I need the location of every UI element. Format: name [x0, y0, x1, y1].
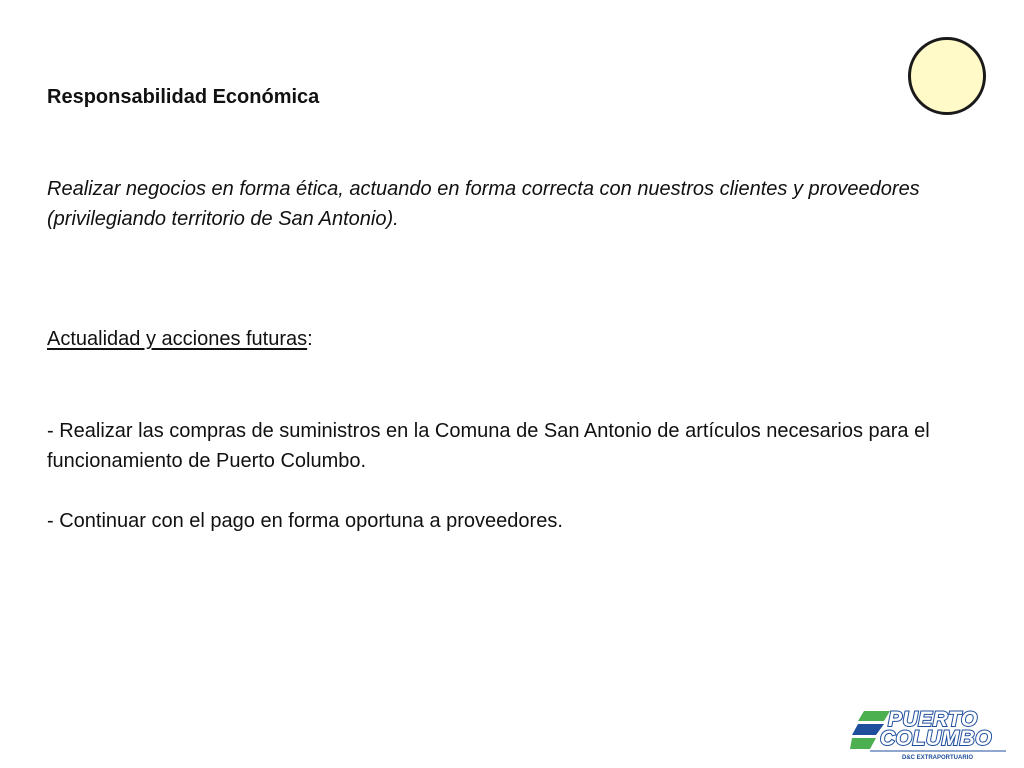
section-subheading	[47, 328, 313, 351]
decorative-circle	[908, 37, 986, 115]
section-subheading-text: Actualidad y acciones futuras	[47, 328, 308, 350]
slide-title: Responsabilidad Económica	[47, 86, 320, 108]
action-item: - Realizar las compras de suministros en la Comuna de San Antonio de artículos necesarios para el funcionamiento de Puerto Columbo.	[47, 420, 930, 472]
logo-line1: PUERTO	[888, 708, 978, 731]
section-subheading-colon: :	[307, 328, 313, 350]
actions-list	[47, 416, 947, 566]
logo-tagline: D&C EXTRAPORTUARIO	[902, 755, 974, 761]
action-item: - Continuar con el pago en forma oportuna a proveedores.	[47, 510, 563, 532]
intro-paragraph: Realizar negocios en forma ética, actuando en forma correcta con nuestros clientes y proveedores (privilegiando territorio de San Antonio).	[47, 178, 920, 230]
logo-line2: COLUMBO	[880, 727, 992, 750]
puerto-columbo-logo	[850, 705, 1010, 761]
